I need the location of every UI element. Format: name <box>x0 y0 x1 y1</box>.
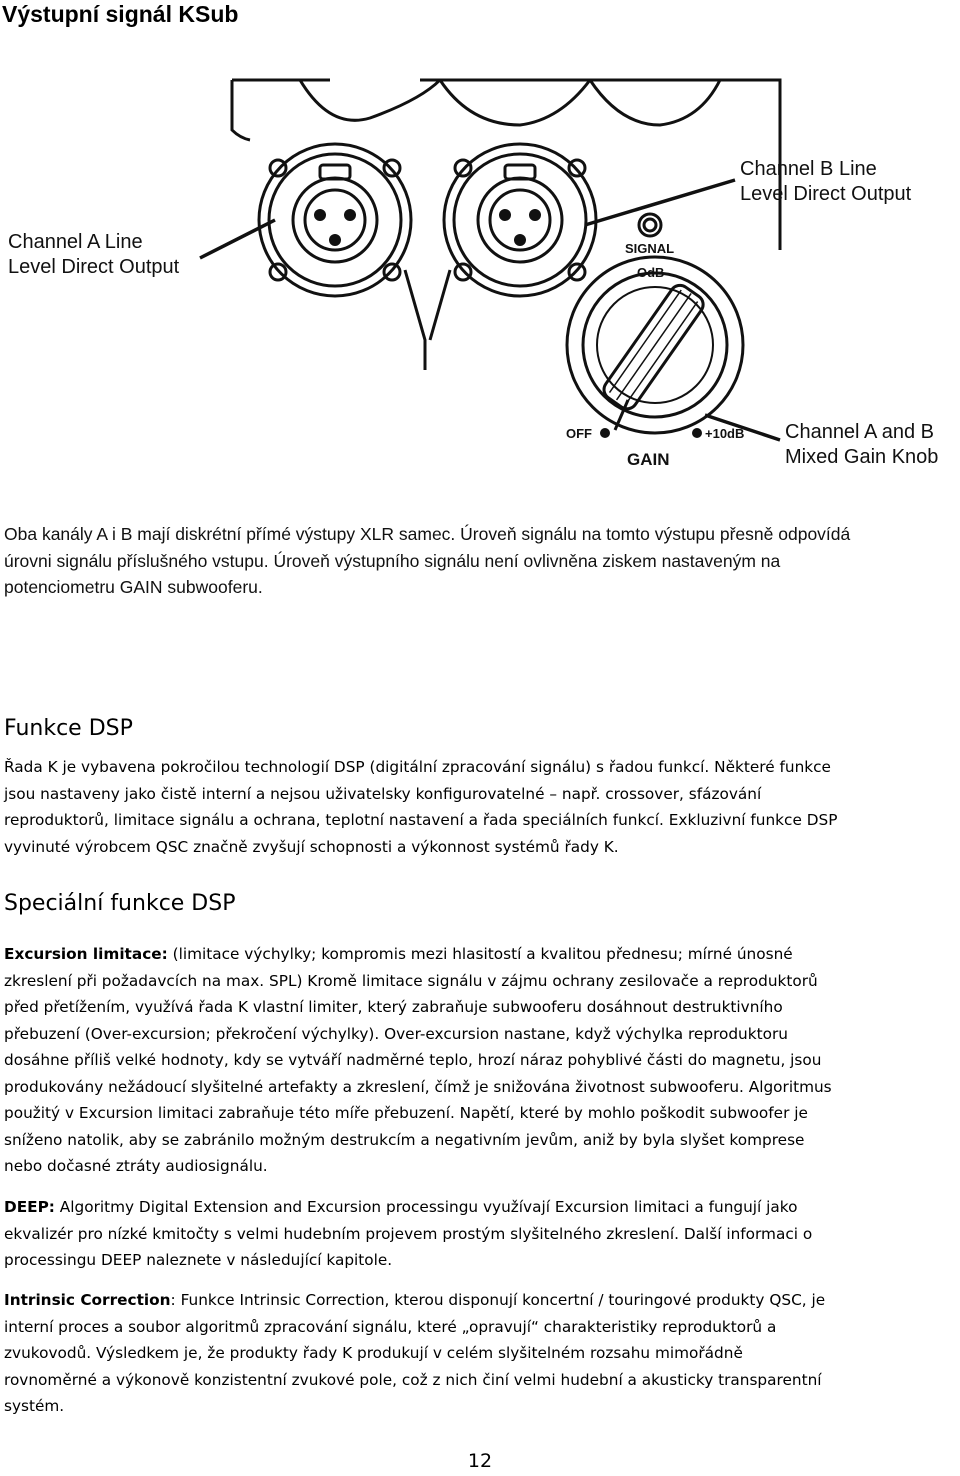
excursion-line: zkreslení při požadavcích na max. SPL) Kromě limitace signálu v zájmu ochrany zesilovače a reproduktorů <box>4 971 818 990</box>
deep-line: ekvalizér pro nízké kmitočty s velmi hudebním projevem prostým slyšitelného zkreslení. Další informaci o <box>4 1224 813 1243</box>
dsp-paragraph <box>4 754 960 860</box>
dsp-line: Řada K je vybavena pokročilou technologií DSP (digitální zpracování signálu) s řadou funkcí. Některé funkce <box>4 758 831 776</box>
intrinsic-line: systém. <box>4 1397 65 1415</box>
dsp-line: reproduktorů, limitace signálu a ochrana, teplotní nastavení a řada speciálních funkcí. Exkluzivní funkce DSP <box>4 811 838 829</box>
intro-line: Oba kanály A i B mají diskrétní přímé výstupy XLR samec. Úroveň signálu na tomto výstupu přesně odpovídá <box>4 524 851 544</box>
excursion-line: (limitace výchylky; kompromis mezi hlasitostí a kvalitou přednesu; mírné únosné <box>167 945 793 963</box>
dsp-line: jsou nastaveny jako čistě interní a nejsou uživatelsky konfigurovatelné – např. crossover, sfázování <box>4 784 762 803</box>
intrinsic-line: zvukovodů. Výsledkem je, že produkty řady K produkují v celém slyšitelném rozsahu mimořádně <box>4 1344 743 1362</box>
intro-line: potenciometru GAIN subwooferu. <box>4 577 263 597</box>
excursion-line: nebo dočasné ztráty audiosignálu. <box>4 1157 268 1175</box>
deep-line: Algoritmy Digital Extension and Excursion processingu využívají Excursion limitaci a fungují jako <box>54 1198 798 1216</box>
excursion-line: produkovány nežádoucí slyšitelné artefakty a zkreslení, čímž je snižována životnost subwooferu. Algoritmus <box>4 1077 832 1096</box>
excursion-line: přebuzení (Over-excursion; překročení výchylky). Over-excursion nastane, když výchylka reproduktoru <box>4 1024 788 1043</box>
signal-led-label: SIGNAL <box>625 241 675 256</box>
channel-a-label-line2: Level Direct Output <box>8 256 180 278</box>
channel-a-label-line1: Channel A Line <box>8 231 143 253</box>
gain-knob-label-line2: Mixed Gain Knob <box>785 446 939 468</box>
excursion-line: dosáhne příliš velké hodnoty, kdy se vytváří nadměrné teplo, hrozí náraz pohyblivé části do magnetu, jsou <box>4 1051 822 1069</box>
off-label: OFF <box>566 426 592 441</box>
intrinsic-line: rovnoměrné a výkonově konzistentní zvukové pole, což z nich činí velmi hudební a akusticky transparentní <box>4 1370 822 1389</box>
intro-line: úrovni signálu příslušného vstupu. Úroveň výstupního signálu není ovlivněna ziskem nastaveným na <box>4 550 781 571</box>
excursion-term: Excursion limitace: <box>4 945 168 963</box>
intrinsic-line: interní proces a soubor algoritmů zpracování signálu, které „opravují“ charakteristiky reproduktorů a <box>4 1317 777 1336</box>
deep-line: processingu DEEP naleznete v následující kapitole. <box>4 1251 393 1269</box>
page-number: 12 <box>467 1450 493 1472</box>
section-heading-special-dsp: Speciální funkce DSP <box>4 891 236 916</box>
connector-panel-figure <box>0 70 960 480</box>
channel-b-label-line2: Level Direct Output <box>740 183 912 205</box>
deep-paragraph <box>4 1194 960 1274</box>
gain-knob-label-line1: Channel A and B <box>785 421 935 443</box>
deep-term: DEEP: <box>4 1198 55 1216</box>
zero-db-label: OdB <box>637 265 665 280</box>
excursion-paragraph <box>4 941 960 1180</box>
page-title: Výstupní signál KSub <box>2 1 239 27</box>
excursion-line: sníženo natolik, aby se zabránilo možným destrukcím a negativním jevům, aniž by byla slyšet komprese <box>4 1130 805 1149</box>
excursion-line: použitý v Excursion limitaci zabraňuje této míře přebuzení. Napětí, které by mohlo poškodit subwoofer je <box>4 1104 808 1122</box>
dsp-line: vyvinuté výrobcem QSC značně zvyšují schopnosti a výkonnost systémů řady K. <box>4 837 619 856</box>
excursion-line: před přetížením, využívá řada K vlastní limiter, který zabraňuje subwooferu dosáhnout destruktivního <box>4 998 783 1016</box>
intrinsic-term: Intrinsic Correction <box>4 1291 171 1309</box>
intro-paragraph <box>4 521 850 601</box>
intrinsic-paragraph <box>4 1287 960 1420</box>
intrinsic-line: : Funkce Intrinsic Correction, kterou disponují koncertní / touringové produkty QSC, je <box>170 1291 826 1309</box>
plus10db-label: +10dB <box>705 426 745 441</box>
channel-b-label-line1: Channel B Line <box>740 158 877 180</box>
gain-label: GAIN <box>627 450 670 469</box>
section-heading-dsp: Funkce DSP <box>4 716 133 741</box>
